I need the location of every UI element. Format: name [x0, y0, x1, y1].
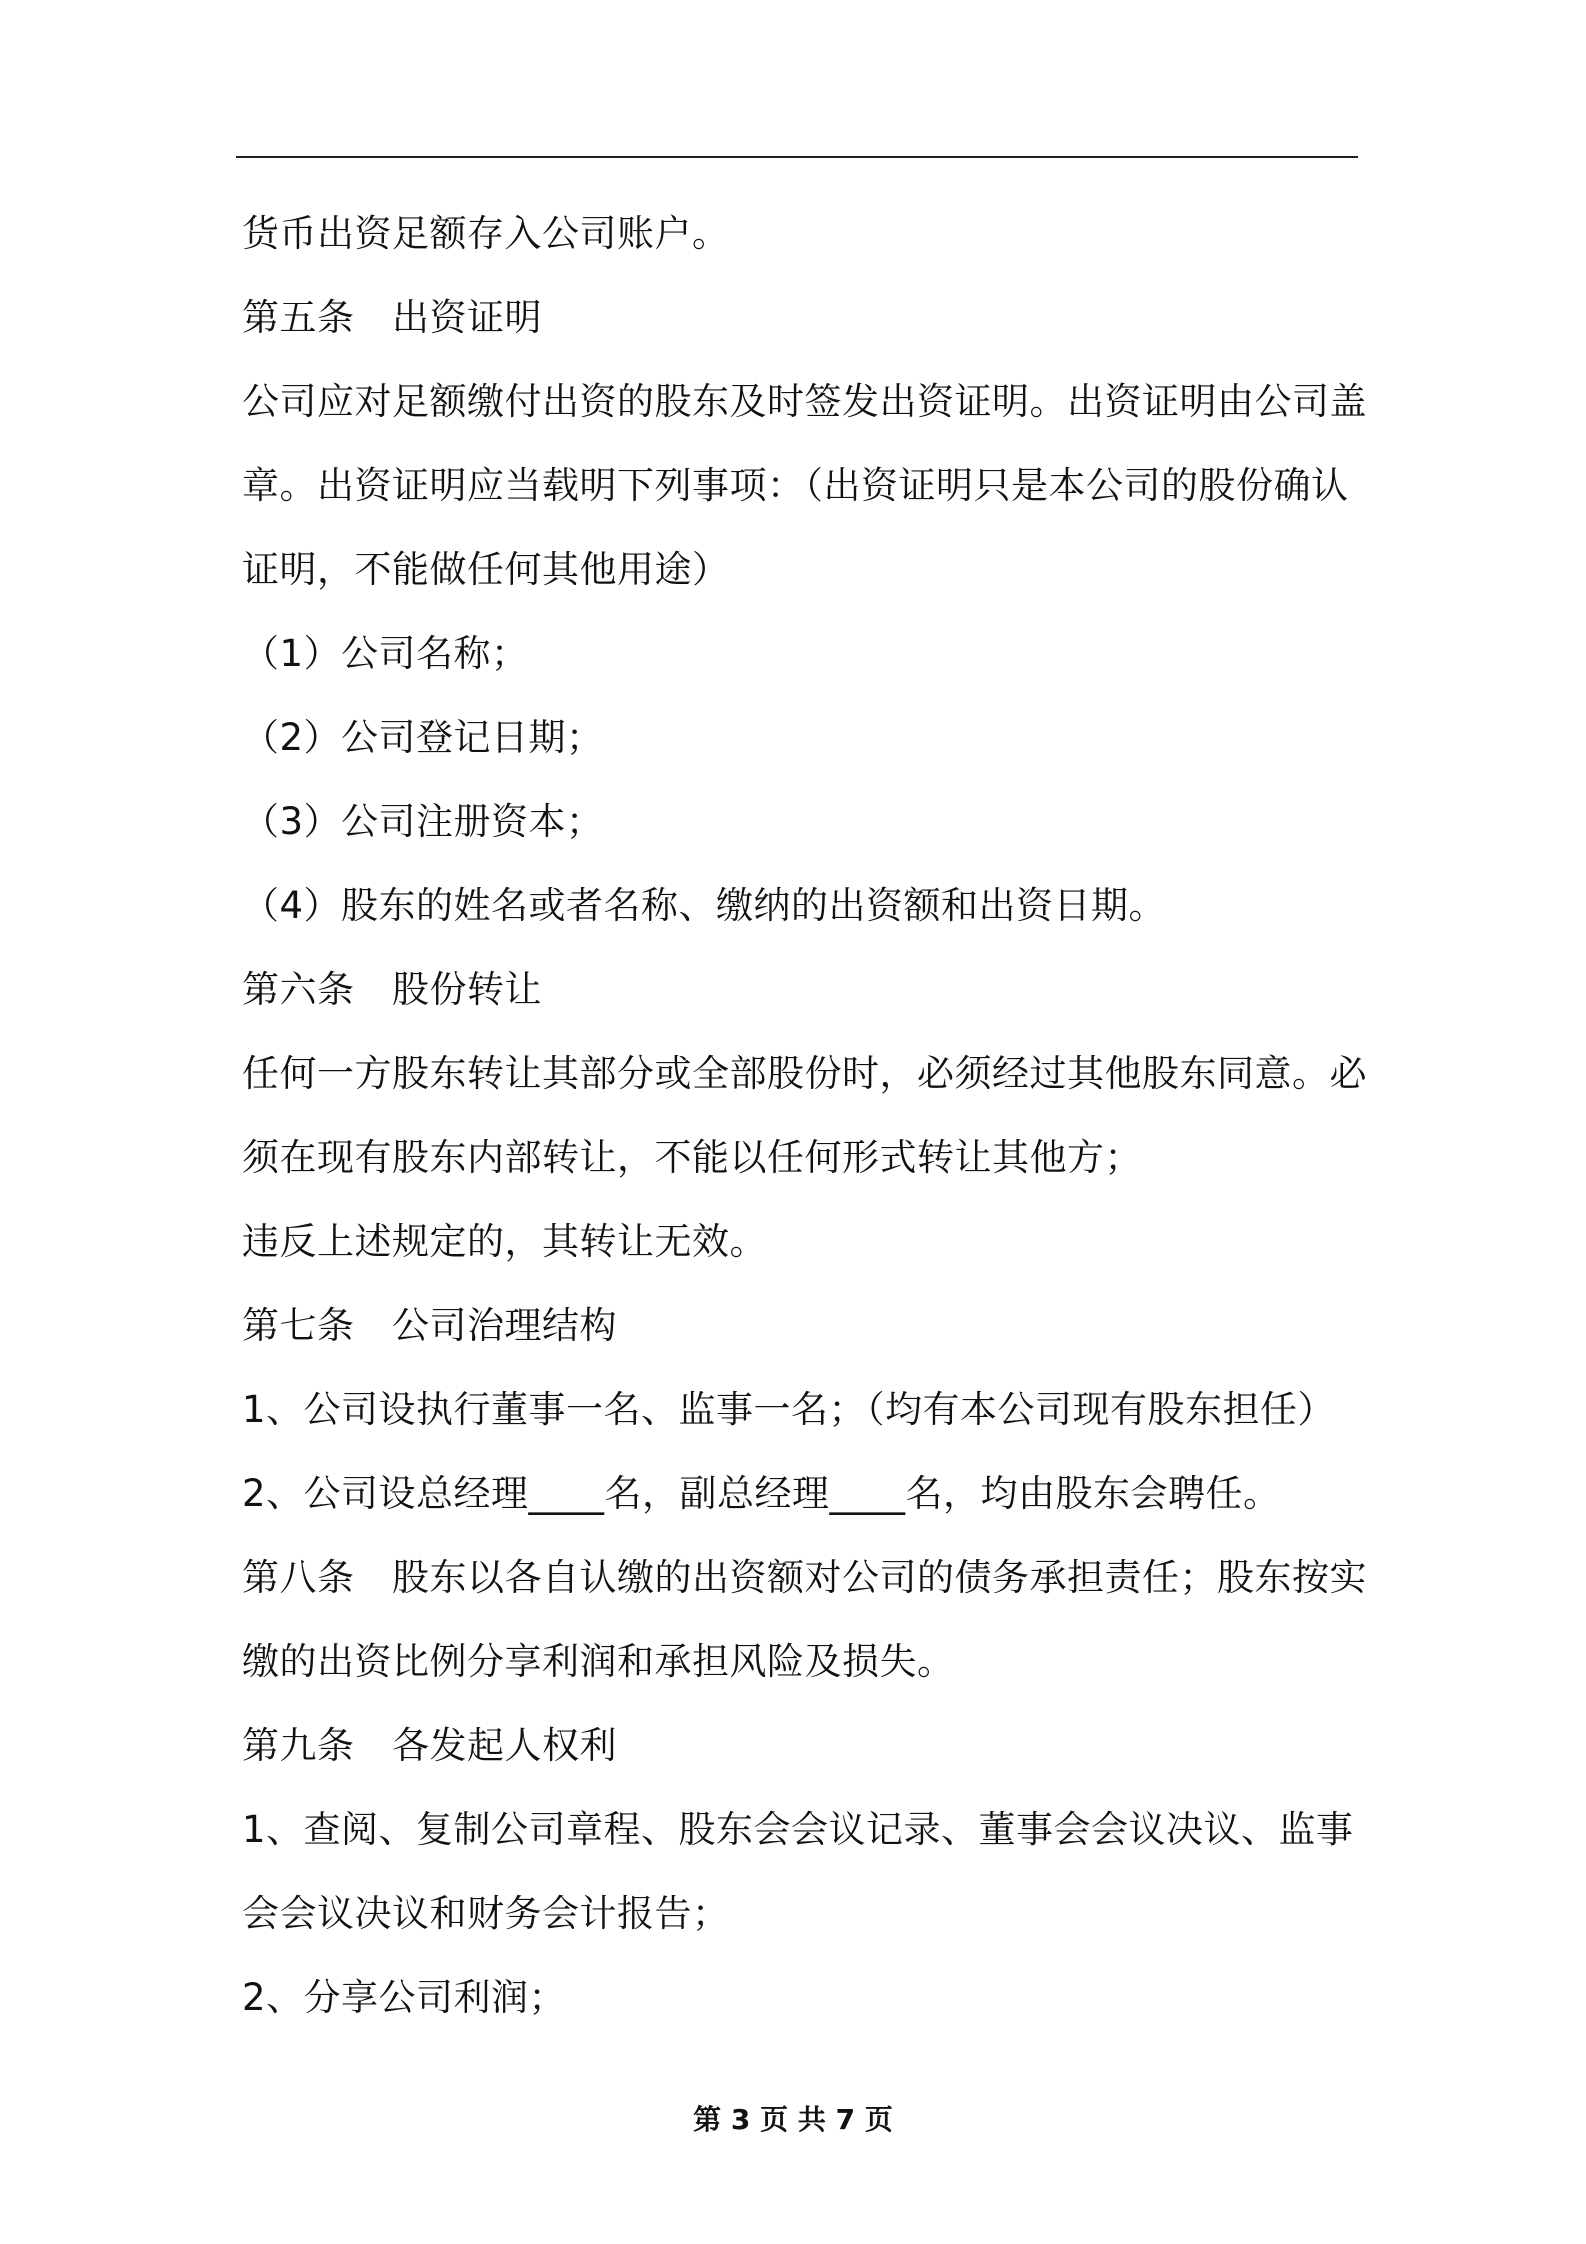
list-item: 2、分享公司利润；: [242, 1976, 567, 2019]
article-heading: 第九条 各发起人权利: [242, 1724, 617, 1767]
article-heading: 第八条 股东以各自认缴的出资额对公司的债务承担责任；股东按实: [242, 1556, 1367, 1599]
list-item: （4）股东的姓名或者名称、缴纳的出资额和出资日期。: [242, 884, 1167, 927]
text-line: 缴的出资比例分享利润和承担风险及损失。: [242, 1640, 955, 1683]
text-line: 证明，不能做任何其他用途）: [242, 548, 730, 591]
list-item: 1、公司设执行董事一名、监事一名；（均有本公司现有股东担任）: [242, 1388, 1336, 1431]
article-heading: 第七条 公司治理结构: [242, 1304, 617, 1347]
list-item: 2、公司设总经理____名，副总经理____名，均由股东会聘任。: [242, 1472, 1281, 1515]
list-item: 1、查阅、复制公司章程、股东会会议记录、董事会会议决议、监事: [242, 1808, 1354, 1851]
text-line: 货币出资足额存入公司账户。: [242, 212, 730, 255]
text-line: 公司应对足额缴付出资的股东及时签发出资证明。出资证明由公司盖: [242, 380, 1367, 423]
text-line: 章。出资证明应当载明下列事项：（出资证明只是本公司的股份确认: [242, 464, 1349, 507]
list-item: （3）公司注册资本；: [242, 800, 604, 843]
text-line: 须在现有股东内部转让，不能以任何形式转让其他方；: [242, 1136, 1142, 1179]
page-number-footer: 第 3 页 共 7 页: [693, 2103, 893, 2136]
text-line: 违反上述规定的，其转让无效。: [242, 1220, 767, 1263]
text-line: 会会议决议和财务会计报告；: [242, 1892, 730, 1935]
header-rule: [236, 156, 1358, 158]
article-heading: 第五条 出资证明: [242, 296, 542, 339]
list-item: （1）公司名称；: [242, 632, 529, 675]
list-item: （2）公司登记日期；: [242, 716, 604, 759]
document-body: [242, 192, 1367, 2040]
article-heading: 第六条 股份转让: [242, 968, 542, 1011]
text-line: 任何一方股东转让其部分或全部股份时，必须经过其他股东同意。必: [242, 1052, 1367, 1095]
